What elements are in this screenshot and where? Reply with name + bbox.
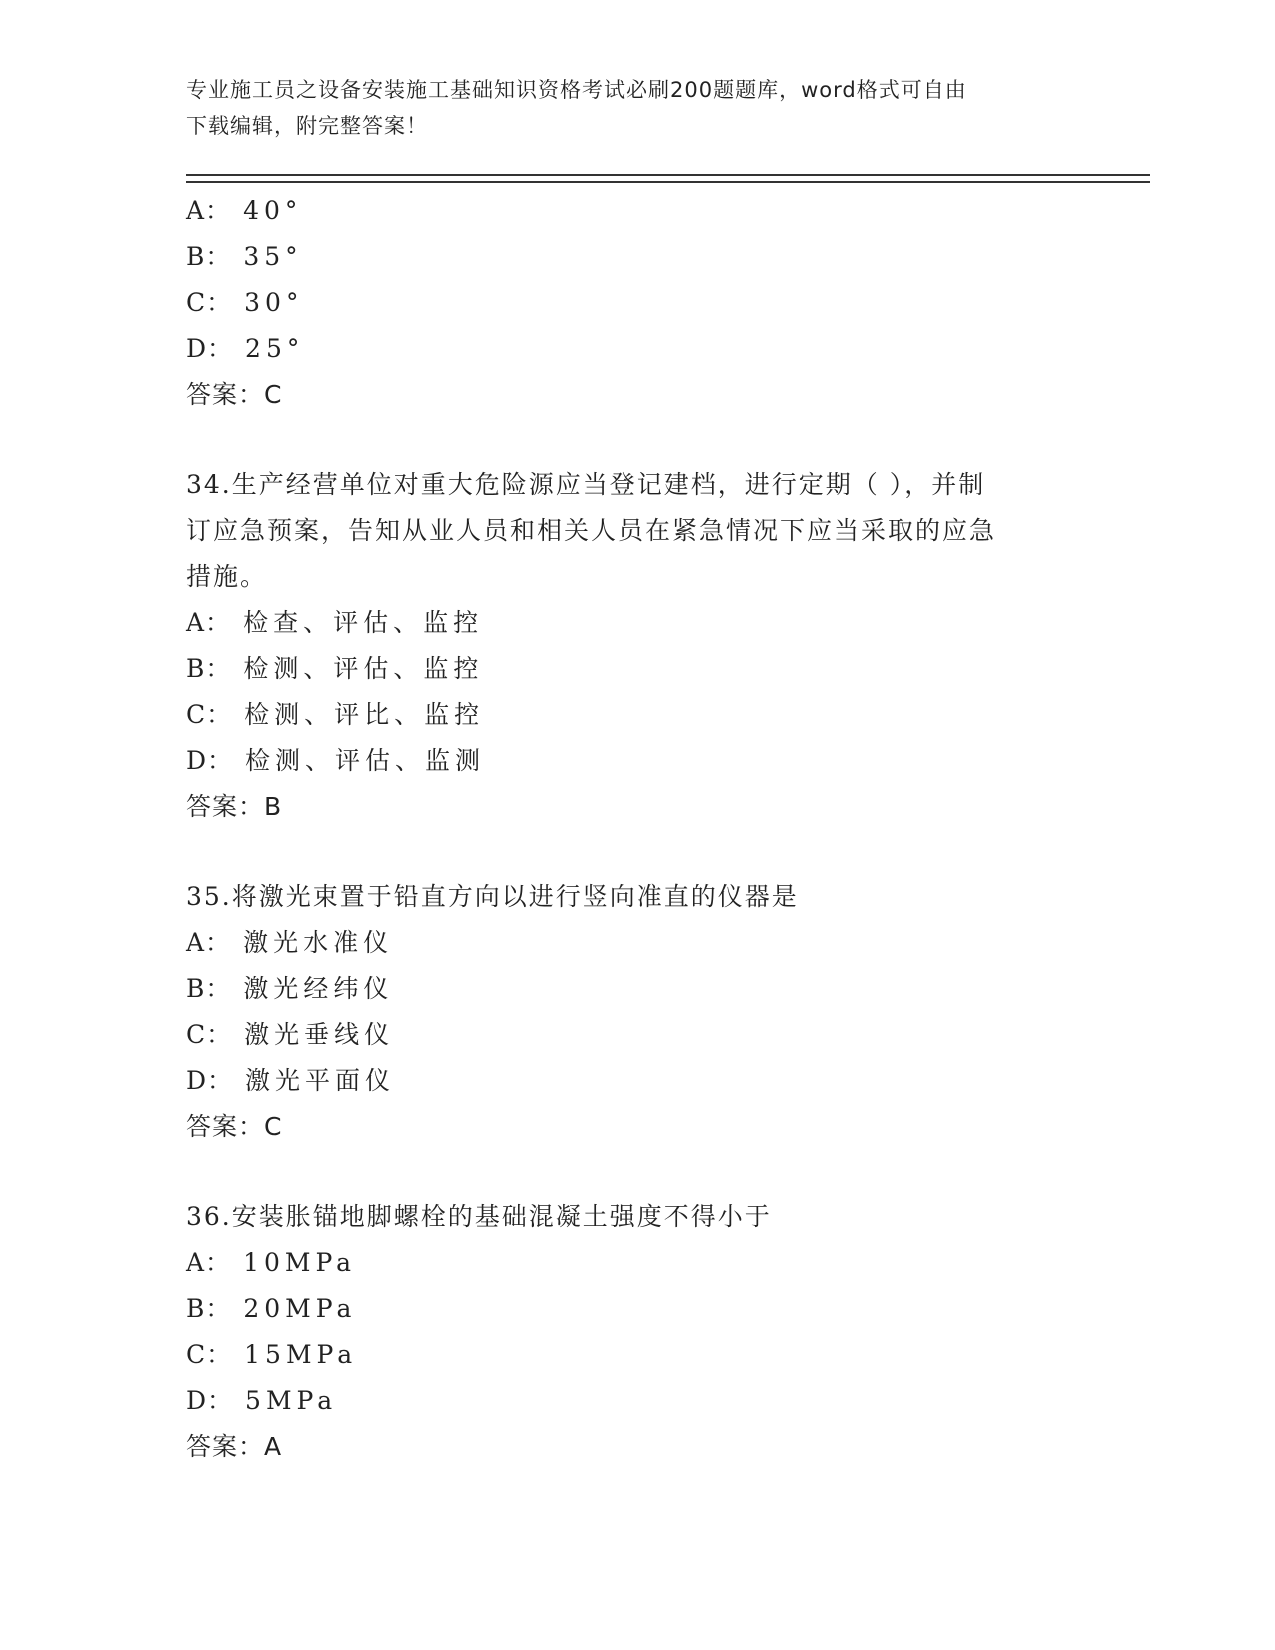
option-a: A： 40°	[186, 196, 303, 225]
option-b: B： 35°	[186, 242, 303, 271]
option-c: C： 激光垂线仪	[186, 1020, 395, 1049]
option-b: B： 20MPa	[186, 1294, 357, 1323]
answer-label: 答案：	[186, 1112, 265, 1141]
document-body	[186, 188, 1066, 1514]
answer-line	[186, 1104, 1066, 1150]
option-a: A： 检查、评估、监控	[186, 608, 484, 637]
option-a: A： 10MPa	[186, 1248, 357, 1277]
answer-line	[186, 372, 1066, 418]
question-block-34	[186, 462, 1066, 830]
question-text: 35.将激光束置于铅直方向以进行竖向准直的仪器是	[186, 882, 799, 911]
document-header	[186, 72, 1086, 144]
answer-value: C	[264, 1112, 283, 1141]
option-c: C： 检测、评比、监控	[186, 700, 485, 729]
question-block-35	[186, 874, 1066, 1150]
answer-label: 答案：	[186, 380, 265, 409]
option-d: D： 激光平面仪	[186, 1066, 396, 1095]
header-rule-bottom	[186, 181, 1150, 183]
option-b: B： 激光经纬仪	[186, 974, 394, 1003]
question-text: 36.安装胀锚地脚螺栓的基础混凝土强度不得小于	[186, 1202, 772, 1231]
option-c: C： 30°	[186, 288, 304, 317]
question-block-33	[186, 188, 1066, 418]
option-d: D： 25°	[186, 334, 305, 363]
option-a: A： 激光水准仪	[186, 928, 394, 957]
answer-label: 答案：	[186, 792, 265, 821]
header-line-2: 下载编辑，附完整答案！	[186, 114, 428, 138]
option-d: D： 5MPa	[186, 1386, 338, 1415]
option-c: C： 15MPa	[186, 1340, 358, 1369]
question-text: 34.生产经营单位对重大危险源应当登记建档，进行定期（ ），并制 订应急预案，告知从业人员和相关人员在紧急情况下应当采取的应急 措施。	[186, 470, 997, 591]
answer-value: A	[264, 1432, 283, 1461]
answer-line	[186, 1424, 1066, 1470]
header-line-1: 专业施工员之设备安装施工基础知识资格考试必刷200题题库，word格式可自由	[186, 78, 967, 102]
answer-value: B	[264, 792, 283, 821]
header-rule-top	[186, 174, 1150, 176]
option-d: D： 检测、评估、监测	[186, 746, 486, 775]
question-block-36	[186, 1194, 1066, 1470]
option-b: B： 检测、评估、监控	[186, 654, 484, 683]
answer-line	[186, 784, 1066, 830]
answer-value: C	[264, 380, 283, 409]
answer-label: 答案：	[186, 1432, 265, 1461]
